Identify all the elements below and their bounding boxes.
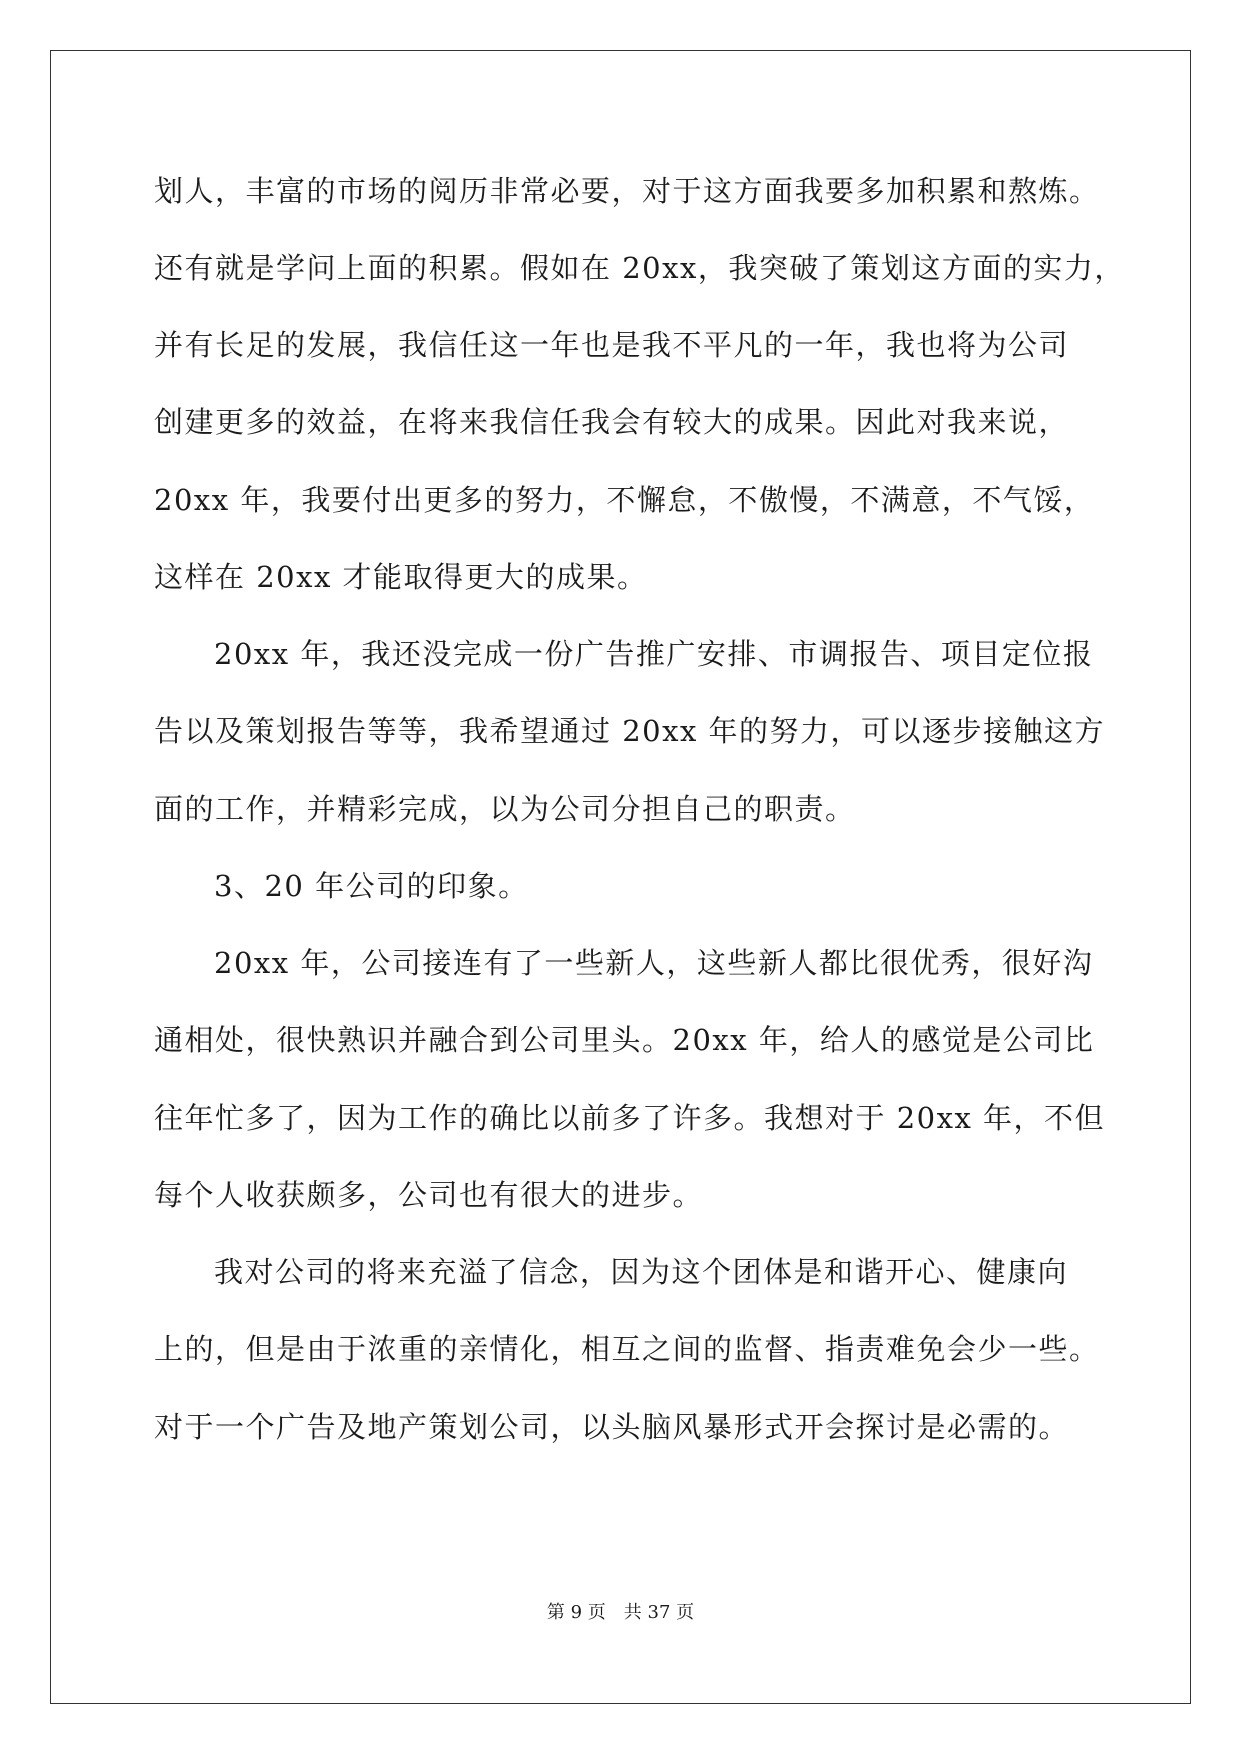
text-line: 并有长足的发展，我信任这一年也是我不平凡的一年，我也将为公司 [154, 328, 1070, 362]
paragraph-first-line: 20xx 年，公司接连有了一些新人，这些新人都比很优秀，很好沟 [214, 946, 1094, 980]
text-line: 创建更多的效益，在将来我信任我会有较大的成果。因此对我来说， [154, 405, 1070, 439]
text-line: 每个人收获颇多，公司也有很大的进步。 [154, 1178, 704, 1212]
text-line: 还有就是学问上面的积累。假如在 20xx，我突破了策划这方面的实力， [154, 251, 1125, 285]
text-line: 往年忙多了，因为工作的确比以前多了许多。我想对于 20xx 年，不但 [154, 1101, 1106, 1135]
page-number-footer: 第 9 页 共 37 页 [546, 1602, 695, 1623]
text-line: 面的工作，并精彩完成，以为公司分担自己的职责。 [154, 792, 856, 826]
text-line: 上的，但是由于浓重的亲情化，相互之间的监督、指责难免会少一些。 [154, 1332, 1100, 1366]
text-line: 这样在 20xx 才能取得更大的成果。 [154, 560, 648, 594]
text-line: 通相处，很快熟识并融合到公司里头。20xx 年，给人的感觉是公司比 [154, 1023, 1095, 1057]
text-line: 划人，丰富的市场的阅历非常必要，对于这方面我要多加积累和熬炼。 [154, 174, 1100, 208]
section-heading: 3、20 年公司的印象。 [214, 869, 529, 903]
text-line: 对于一个广告及地产策划公司，以头脑风暴形式开会探讨是必需的。 [154, 1410, 1070, 1444]
paragraph-first-line: 20xx 年，我还没完成一份广告推广安排、市调报告、项目定位报 [214, 637, 1094, 671]
paragraph-first-line: 我对公司的将来充溢了信念，因为这个团体是和谐开心、健康向 [214, 1255, 1069, 1289]
text-line: 20xx 年，我要付出更多的努力，不懈怠，不傲慢，不满意，不气馁， [154, 483, 1095, 517]
text-line: 告以及策划报告等等，我希望通过 20xx 年的努力，可以逐步接触这方 [154, 714, 1106, 748]
